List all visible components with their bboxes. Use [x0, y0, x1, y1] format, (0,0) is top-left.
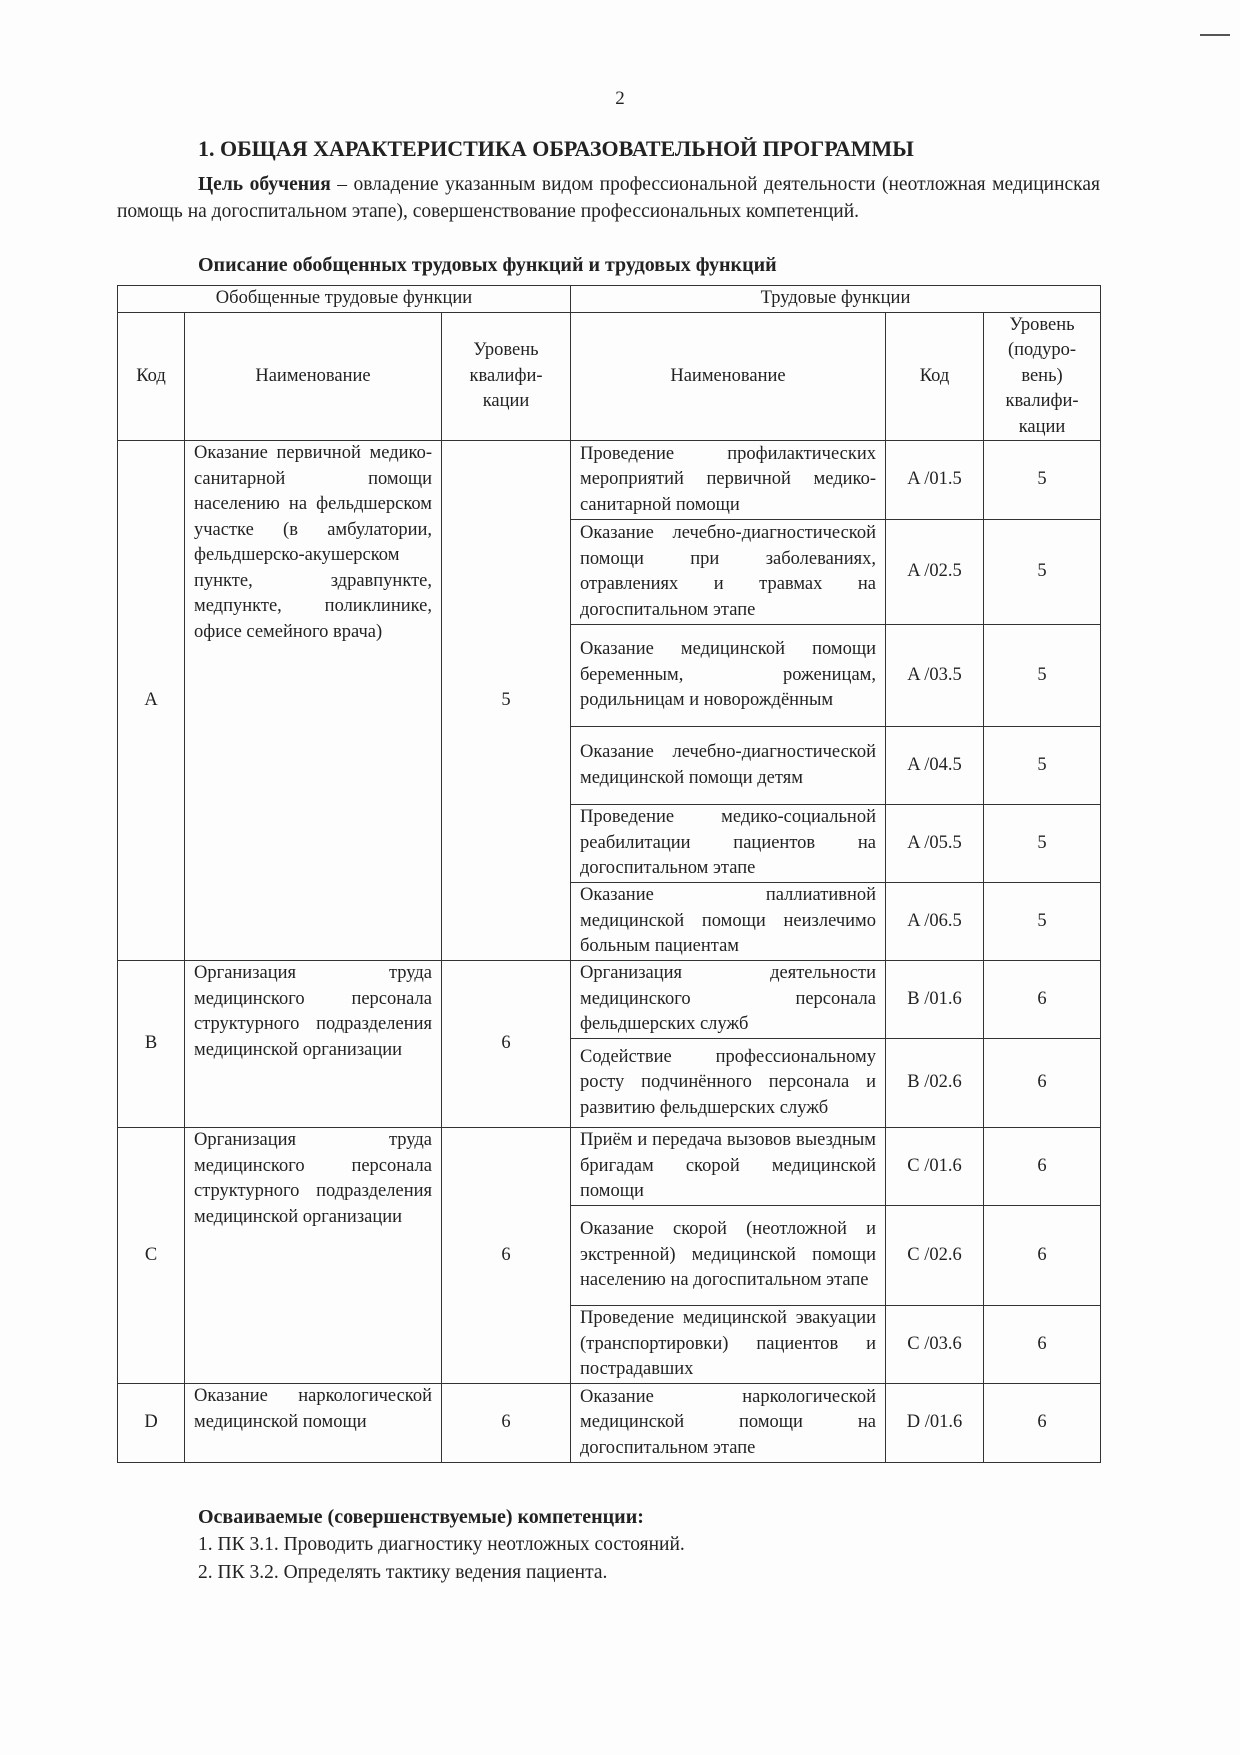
function-name: Оказание лечебно-диагностической помощи при заболеваниях, отравлениях и травмах на догоспитальном этапе [571, 520, 886, 625]
column-header: Код [886, 312, 984, 441]
function-code: C /03.6 [886, 1306, 984, 1384]
competency-item: 2. ПК 3.2. Определять тактику ведения пациента. [198, 1562, 608, 1583]
function-level: 5 [984, 883, 1101, 961]
generalized-function-level: 5 [442, 441, 571, 961]
function-code: A /04.5 [886, 727, 984, 805]
generalized-function-level: 6 [442, 961, 571, 1128]
function-code: A /05.5 [886, 805, 984, 883]
function-level: 6 [984, 1039, 1101, 1128]
function-code: D /01.6 [886, 1384, 984, 1463]
function-code: C /01.6 [886, 1128, 984, 1206]
column-header: Код [118, 312, 185, 441]
function-level: 6 [984, 1128, 1101, 1206]
function-row [118, 961, 1101, 1039]
function-level: 6 [984, 961, 1101, 1039]
function-name: Проведение медико-социальной реабилитации пациентов на догоспитальном этапе [571, 805, 886, 883]
function-name: Организация деятельности медицинского персонала фельдшерских служб [571, 961, 886, 1039]
competencies-heading: Осваиваемые (совершенствуемые) компетенции: [198, 1506, 644, 1528]
table-caption: Описание обобщенных трудовых функций и трудовых функций [198, 254, 777, 276]
function-code: A /02.5 [886, 520, 984, 625]
goal-text: – овладение указанным видом профессиональной деятельности (неотложная медицинская помощь на догоспитальном этапе), совершенствование профессиональных компетенций. [117, 174, 1100, 222]
group-header-row [118, 286, 1101, 313]
generalized-function-name: Организация труда медицинского персонала структурного подразделения медицинской организации [185, 1128, 442, 1384]
function-code: A /06.5 [886, 883, 984, 961]
group-header: Трудовые функции [571, 286, 1101, 313]
column-header: Уровень квалифи-кации [442, 312, 571, 441]
function-name: Оказание скорой (неотложной и экстренной) медицинской помощи населению на догоспитальном этапе [571, 1206, 886, 1306]
section-title: 1. ОБЩАЯ ХАРАКТЕРИСТИКА ОБРАЗОВАТЕЛЬНОЙ ПРОГРАММЫ [198, 136, 914, 161]
header-row [118, 312, 1101, 441]
functions-table [117, 285, 1101, 1463]
function-row [118, 1128, 1101, 1206]
generalized-function-name: Оказание наркологической медицинской помощи [185, 1384, 442, 1463]
function-level: 5 [984, 520, 1101, 625]
generalized-function-name: Оказание первичной медико-санитарной помощи населению на фельдшерском участке (в амбулатории, фельдшерско-акушерском пункте, здравпункте, медпункте, поликлинике, офисе семейного врача) [185, 441, 442, 961]
generalized-function-code: C [118, 1128, 185, 1384]
generalized-function-level: 6 [442, 1384, 571, 1463]
function-code: A /01.5 [886, 441, 984, 520]
group-header: Обобщенные трудовые функции [118, 286, 571, 313]
function-name: Оказание наркологической медицинской помощи на догоспитальном этапе [571, 1384, 886, 1463]
generalized-function-code: B [118, 961, 185, 1128]
function-name: Проведение медицинской эвакуации (транспортировки) пациентов и пострадавших [571, 1306, 886, 1384]
function-name: Оказание паллиативной медицинской помощи неизлечимо больным пациентам [571, 883, 886, 961]
function-name: Проведение профилактических мероприятий первичной медико-санитарной помощи [571, 441, 886, 520]
function-level: 5 [984, 805, 1101, 883]
scan-mark [1200, 34, 1230, 36]
generalized-function-code: D [118, 1384, 185, 1463]
function-level: 5 [984, 625, 1101, 727]
function-level: 6 [984, 1306, 1101, 1384]
page-number: 2 [615, 88, 625, 109]
goal-paragraph [117, 171, 1100, 225]
function-name: Содействие профессиональному росту подчинённого персонала и развитию фельдшерских служб [571, 1039, 886, 1128]
generalized-function-level: 6 [442, 1128, 571, 1384]
competency-item: 1. ПК 3.1. Проводить диагностику неотложных состояний. [198, 1534, 685, 1555]
function-level: 6 [984, 1206, 1101, 1306]
function-name: Оказание лечебно-диагностической медицинской помощи детям [571, 727, 886, 805]
function-level: 5 [984, 441, 1101, 520]
function-code: C /02.6 [886, 1206, 984, 1306]
column-header: Наименование [571, 312, 886, 441]
function-code: A /03.5 [886, 625, 984, 727]
function-row [118, 1384, 1101, 1463]
column-header: Уровень (подуро-вень) квалифи-кации [984, 312, 1101, 441]
generalized-function-name: Организация труда медицинского персонала структурного подразделения медицинской организации [185, 961, 442, 1128]
function-level: 5 [984, 727, 1101, 805]
function-name: Приём и передача вызовов выездным бригадам скорой медицинской помощи [571, 1128, 886, 1206]
column-header: Наименование [185, 312, 442, 441]
generalized-function-code: A [118, 441, 185, 961]
function-row [118, 441, 1101, 520]
goal-label: Цель обучения [198, 174, 331, 195]
function-code: B /01.6 [886, 961, 984, 1039]
function-name: Оказание медицинской помощи беременным, роженицам, родильницам и новорождённым [571, 625, 886, 727]
function-level: 6 [984, 1384, 1101, 1463]
function-code: B /02.6 [886, 1039, 984, 1128]
